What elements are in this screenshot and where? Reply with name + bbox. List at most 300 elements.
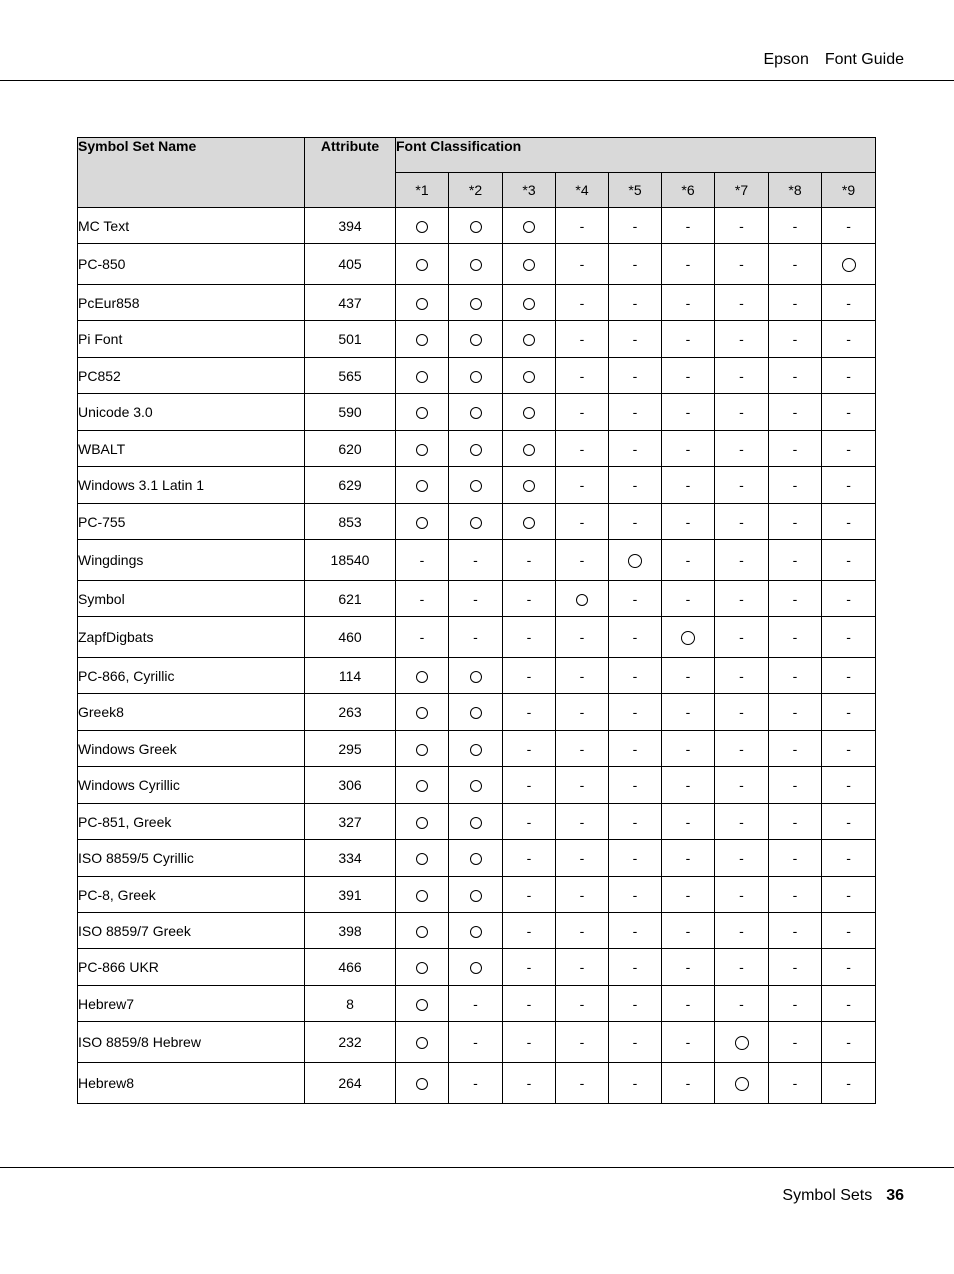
dash-mark: - (739, 331, 744, 347)
classification-cell (449, 358, 503, 394)
column-header-class: *2 (449, 173, 503, 208)
circle-icon (470, 890, 482, 902)
circle-icon (470, 480, 482, 492)
classification-cell (662, 767, 715, 804)
dash-mark: - (739, 404, 744, 420)
classification-cell (769, 840, 822, 877)
column-header-class: *3 (503, 173, 556, 208)
dash-mark: - (846, 404, 851, 420)
circle-icon (842, 258, 856, 272)
classification-cell (556, 1022, 609, 1063)
classification-cell (715, 581, 769, 617)
classification-cell (503, 467, 556, 504)
classification-cell (715, 877, 769, 913)
classification-cell (662, 1022, 715, 1063)
dash-mark: - (792, 331, 798, 347)
classification-cell (662, 540, 715, 581)
circle-icon (628, 554, 642, 568)
classification-cell (503, 244, 556, 285)
dash-mark: - (739, 959, 744, 975)
classification-cell (769, 913, 822, 949)
classification-cell (449, 244, 503, 285)
classification-cell (396, 208, 449, 244)
classification-cell (396, 244, 449, 285)
dash-mark: - (579, 777, 585, 793)
symbol-set-name: PcEur858 (78, 285, 305, 321)
classification-cell (662, 1063, 715, 1104)
classification-cell (503, 877, 556, 913)
classification-cell (396, 467, 449, 504)
circle-icon (416, 780, 428, 792)
table-row (78, 617, 876, 658)
symbol-set-name: PC-851, Greek (78, 804, 305, 840)
table-row (78, 694, 876, 731)
table-row (78, 431, 876, 467)
dash-mark: - (846, 813, 851, 830)
dash-mark: - (846, 995, 851, 1012)
classification-cell (556, 394, 609, 431)
dash-mark: - (579, 740, 585, 757)
dash-mark: - (685, 440, 691, 457)
classification-cell (556, 804, 609, 840)
classification-cell (503, 804, 556, 840)
classification-cell (715, 913, 769, 949)
classification-cell (503, 358, 556, 394)
dash-mark: - (846, 1034, 851, 1050)
classification-cell (609, 617, 662, 658)
dash-mark: - (685, 959, 691, 975)
table-row (78, 208, 876, 244)
dash-mark: - (632, 1034, 638, 1050)
classification-cell (609, 804, 662, 840)
classification-cell (715, 208, 769, 244)
dash-mark: - (579, 256, 585, 272)
attribute-value: 263 (305, 694, 396, 731)
classification-cell (769, 321, 822, 358)
dash-mark: - (526, 813, 532, 830)
classification-cell (662, 467, 715, 504)
classification-cell (503, 986, 556, 1022)
dash-mark: - (632, 590, 638, 607)
dash-mark: - (846, 850, 851, 866)
table-row (78, 504, 876, 540)
dash-mark: - (632, 331, 638, 347)
classification-cell (503, 540, 556, 581)
classification-cell (662, 694, 715, 731)
dash-mark: - (579, 217, 585, 234)
dash-mark: - (739, 256, 744, 272)
classification-cell (822, 208, 876, 244)
attribute-value: 621 (305, 581, 396, 617)
classification-cell (822, 321, 876, 358)
classification-cell (662, 731, 715, 767)
classification-cell (715, 694, 769, 731)
dash-mark: - (739, 629, 744, 645)
classification-cell (449, 208, 503, 244)
classification-cell (662, 431, 715, 467)
circle-icon (416, 707, 428, 719)
classification-cell (609, 694, 662, 731)
dash-mark: - (685, 367, 691, 384)
classification-cell (715, 1063, 769, 1104)
attribute-value: 466 (305, 949, 396, 986)
classification-cell (715, 986, 769, 1022)
page-number: 36 (886, 1187, 904, 1204)
attribute-value: 398 (305, 913, 396, 949)
circle-icon (416, 334, 428, 346)
classification-cell (662, 986, 715, 1022)
classification-cell (769, 358, 822, 394)
classification-cell (662, 913, 715, 949)
classification-cell (609, 1022, 662, 1063)
classification-cell (662, 617, 715, 658)
classification-cell (822, 394, 876, 431)
table-row (78, 1022, 876, 1063)
classification-cell (769, 617, 822, 658)
classification-cell (662, 208, 715, 244)
dash-mark: - (579, 294, 585, 311)
dash-mark: - (685, 404, 691, 420)
dash-mark: - (632, 477, 638, 493)
classification-cell (556, 358, 609, 394)
dash-mark: - (579, 995, 585, 1012)
classification-cell (396, 658, 449, 694)
classification-cell (715, 358, 769, 394)
attribute-value: 264 (305, 1063, 396, 1104)
column-header-class: *1 (396, 173, 449, 208)
classification-cell (715, 540, 769, 581)
dash-mark: - (526, 590, 532, 607)
dash-mark: - (419, 629, 425, 645)
classification-cell (609, 1063, 662, 1104)
classification-cell (822, 1022, 876, 1063)
classification-cell (662, 804, 715, 840)
classification-cell (769, 208, 822, 244)
circle-icon (523, 298, 535, 310)
circle-icon (470, 371, 482, 383)
classification-cell (449, 767, 503, 804)
classification-cell (503, 285, 556, 321)
dash-mark: - (739, 217, 744, 234)
attribute-value: 327 (305, 804, 396, 840)
classification-cell (396, 877, 449, 913)
table-row (78, 244, 876, 285)
circle-icon (416, 999, 428, 1011)
symbol-set-name: PC-8, Greek (78, 877, 305, 913)
dash-mark: - (685, 922, 691, 939)
symbol-set-name: PC852 (78, 358, 305, 394)
circle-icon (470, 962, 482, 974)
classification-cell (449, 804, 503, 840)
symbol-set-name: PC-866, Cyrillic (78, 658, 305, 694)
classification-cell (396, 731, 449, 767)
dash-mark: - (792, 777, 798, 793)
dash-mark: - (526, 959, 532, 975)
classification-cell (715, 504, 769, 540)
column-header-class: *4 (556, 173, 609, 208)
table-row (78, 358, 876, 394)
circle-icon (416, 853, 428, 865)
classification-cell (715, 285, 769, 321)
dash-mark: - (685, 667, 691, 684)
dash-mark: - (792, 477, 798, 493)
classification-cell (396, 431, 449, 467)
attribute-value: 295 (305, 731, 396, 767)
circle-icon (416, 407, 428, 419)
dash-mark: - (739, 590, 744, 607)
dash-mark: - (792, 995, 798, 1012)
classification-cell (822, 913, 876, 949)
dash-mark: - (632, 513, 638, 530)
symbol-set-name: Wingdings (78, 540, 305, 581)
classification-cell (396, 767, 449, 804)
dash-mark: - (685, 552, 691, 568)
classification-cell (449, 1022, 503, 1063)
table-row (78, 540, 876, 581)
dash-mark: - (685, 294, 691, 311)
circle-icon (523, 480, 535, 492)
classification-cell (503, 1063, 556, 1104)
classification-cell (822, 694, 876, 731)
classification-cell (662, 949, 715, 986)
dash-mark: - (846, 367, 851, 384)
symbol-set-name: Hebrew8 (78, 1063, 305, 1104)
dash-mark: - (579, 367, 585, 384)
classification-cell (769, 1022, 822, 1063)
dash-mark: - (526, 886, 532, 903)
dash-mark: - (526, 704, 532, 720)
classification-cell (449, 658, 503, 694)
classification-cell (662, 581, 715, 617)
column-header-class: *6 (662, 173, 715, 208)
classification-cell (769, 877, 822, 913)
dash-mark: - (685, 513, 691, 530)
classification-cell (769, 658, 822, 694)
classification-cell (822, 285, 876, 321)
circle-icon (735, 1036, 749, 1050)
classification-cell (609, 431, 662, 467)
attribute-value: 460 (305, 617, 396, 658)
classification-cell (556, 321, 609, 358)
classification-cell (449, 949, 503, 986)
table-row (78, 913, 876, 949)
circle-icon (416, 1037, 428, 1049)
circle-icon (735, 1077, 749, 1091)
circle-icon (523, 334, 535, 346)
symbol-set-name: ISO 8859/8 Hebrew (78, 1022, 305, 1063)
classification-cell (503, 840, 556, 877)
circle-icon (681, 631, 695, 645)
classification-cell (822, 358, 876, 394)
symbol-set-name: PC-850 (78, 244, 305, 285)
classification-cell (556, 208, 609, 244)
dash-mark: - (579, 886, 585, 903)
header-brand: Epson (763, 51, 809, 68)
classification-cell (556, 581, 609, 617)
dash-mark: - (632, 995, 638, 1012)
classification-cell (662, 321, 715, 358)
symbol-set-table (77, 137, 876, 1104)
dash-mark: - (846, 294, 851, 311)
circle-icon (416, 480, 428, 492)
dash-mark: - (739, 513, 744, 530)
classification-cell (662, 285, 715, 321)
circle-icon (470, 259, 482, 271)
dash-mark: - (739, 886, 744, 903)
attribute-value: 334 (305, 840, 396, 877)
classification-cell (769, 244, 822, 285)
circle-icon (523, 444, 535, 456)
classification-cell (449, 913, 503, 949)
attribute-value: 18540 (305, 540, 396, 581)
circle-icon (416, 371, 428, 383)
dash-mark: - (632, 1075, 638, 1091)
classification-cell (556, 617, 609, 658)
classification-cell (556, 913, 609, 949)
classification-cell (556, 767, 609, 804)
classification-cell (556, 840, 609, 877)
classification-cell (396, 394, 449, 431)
classification-cell (662, 658, 715, 694)
dash-mark: - (685, 1034, 691, 1050)
classification-cell (556, 949, 609, 986)
classification-cell (449, 504, 503, 540)
classification-cell (449, 694, 503, 731)
dash-mark: - (632, 256, 638, 272)
circle-icon (470, 744, 482, 756)
circle-icon (470, 817, 482, 829)
dash-mark: - (473, 552, 478, 568)
classification-cell (609, 731, 662, 767)
dash-mark: - (685, 740, 691, 757)
dash-mark: - (846, 740, 851, 757)
dash-mark: - (632, 922, 638, 939)
classification-cell (662, 394, 715, 431)
dash-mark: - (792, 1034, 798, 1050)
classification-cell (396, 694, 449, 731)
symbol-set-name: Hebrew7 (78, 986, 305, 1022)
classification-cell (715, 467, 769, 504)
table-row (78, 1063, 876, 1104)
dash-mark: - (792, 590, 798, 607)
circle-icon (416, 962, 428, 974)
table-row (78, 321, 876, 358)
classification-cell (503, 617, 556, 658)
symbol-set-name: Greek8 (78, 694, 305, 731)
attribute-value: 394 (305, 208, 396, 244)
classification-cell (822, 840, 876, 877)
dash-mark: - (792, 813, 798, 830)
classification-cell (449, 540, 503, 581)
classification-cell (556, 658, 609, 694)
dash-mark: - (579, 704, 585, 720)
classification-cell (609, 394, 662, 431)
symbol-set-name: Windows Greek (78, 731, 305, 767)
classification-cell (449, 986, 503, 1022)
classification-cell (822, 540, 876, 581)
dash-mark: - (739, 922, 744, 939)
classification-cell (396, 986, 449, 1022)
table-row (78, 285, 876, 321)
table-row (78, 804, 876, 840)
circle-icon (523, 259, 535, 271)
circle-icon (416, 744, 428, 756)
classification-cell (662, 840, 715, 877)
classification-cell (822, 804, 876, 840)
attribute-value: 306 (305, 767, 396, 804)
dash-mark: - (792, 922, 798, 939)
classification-cell (396, 913, 449, 949)
dash-mark: - (685, 813, 691, 830)
dash-mark: - (526, 1034, 532, 1050)
classification-cell (503, 581, 556, 617)
symbol-set-name: ISO 8859/7 Greek (78, 913, 305, 949)
dash-mark: - (579, 667, 585, 684)
classification-cell (609, 208, 662, 244)
attribute-value: 232 (305, 1022, 396, 1063)
classification-cell (556, 694, 609, 731)
classification-cell (822, 767, 876, 804)
classification-cell (715, 767, 769, 804)
dash-mark: - (685, 477, 691, 493)
classification-cell (556, 986, 609, 1022)
classification-cell (556, 877, 609, 913)
classification-cell (769, 731, 822, 767)
dash-mark: - (739, 367, 744, 384)
circle-icon (470, 407, 482, 419)
attribute-value: 853 (305, 504, 396, 540)
circle-icon (470, 298, 482, 310)
classification-cell (822, 986, 876, 1022)
classification-cell (609, 840, 662, 877)
classification-cell (503, 208, 556, 244)
classification-cell (556, 504, 609, 540)
dash-mark: - (632, 440, 638, 457)
classification-cell (449, 431, 503, 467)
dash-mark: - (526, 629, 532, 645)
classification-cell (396, 804, 449, 840)
classification-cell (609, 913, 662, 949)
circle-icon (470, 671, 482, 683)
circle-icon (416, 221, 428, 233)
symbol-set-name: WBALT (78, 431, 305, 467)
dash-mark: - (685, 256, 691, 272)
dash-mark: - (632, 667, 638, 684)
dash-mark: - (632, 740, 638, 757)
classification-cell (556, 244, 609, 285)
circle-icon (470, 334, 482, 346)
dash-mark: - (739, 740, 744, 757)
circle-icon (523, 221, 535, 233)
classification-cell (609, 504, 662, 540)
classification-cell (822, 244, 876, 285)
dash-mark: - (685, 777, 691, 793)
dash-mark: - (846, 777, 851, 793)
page-footer (782, 1187, 904, 1205)
classification-cell (503, 504, 556, 540)
classification-cell (556, 467, 609, 504)
classification-cell (662, 877, 715, 913)
classification-cell (449, 467, 503, 504)
attribute-value: 391 (305, 877, 396, 913)
classification-cell (449, 877, 503, 913)
classification-cell (556, 731, 609, 767)
classification-cell (449, 617, 503, 658)
classification-cell (503, 394, 556, 431)
dash-mark: - (526, 922, 532, 939)
dash-mark: - (792, 740, 798, 757)
table-row (78, 877, 876, 913)
